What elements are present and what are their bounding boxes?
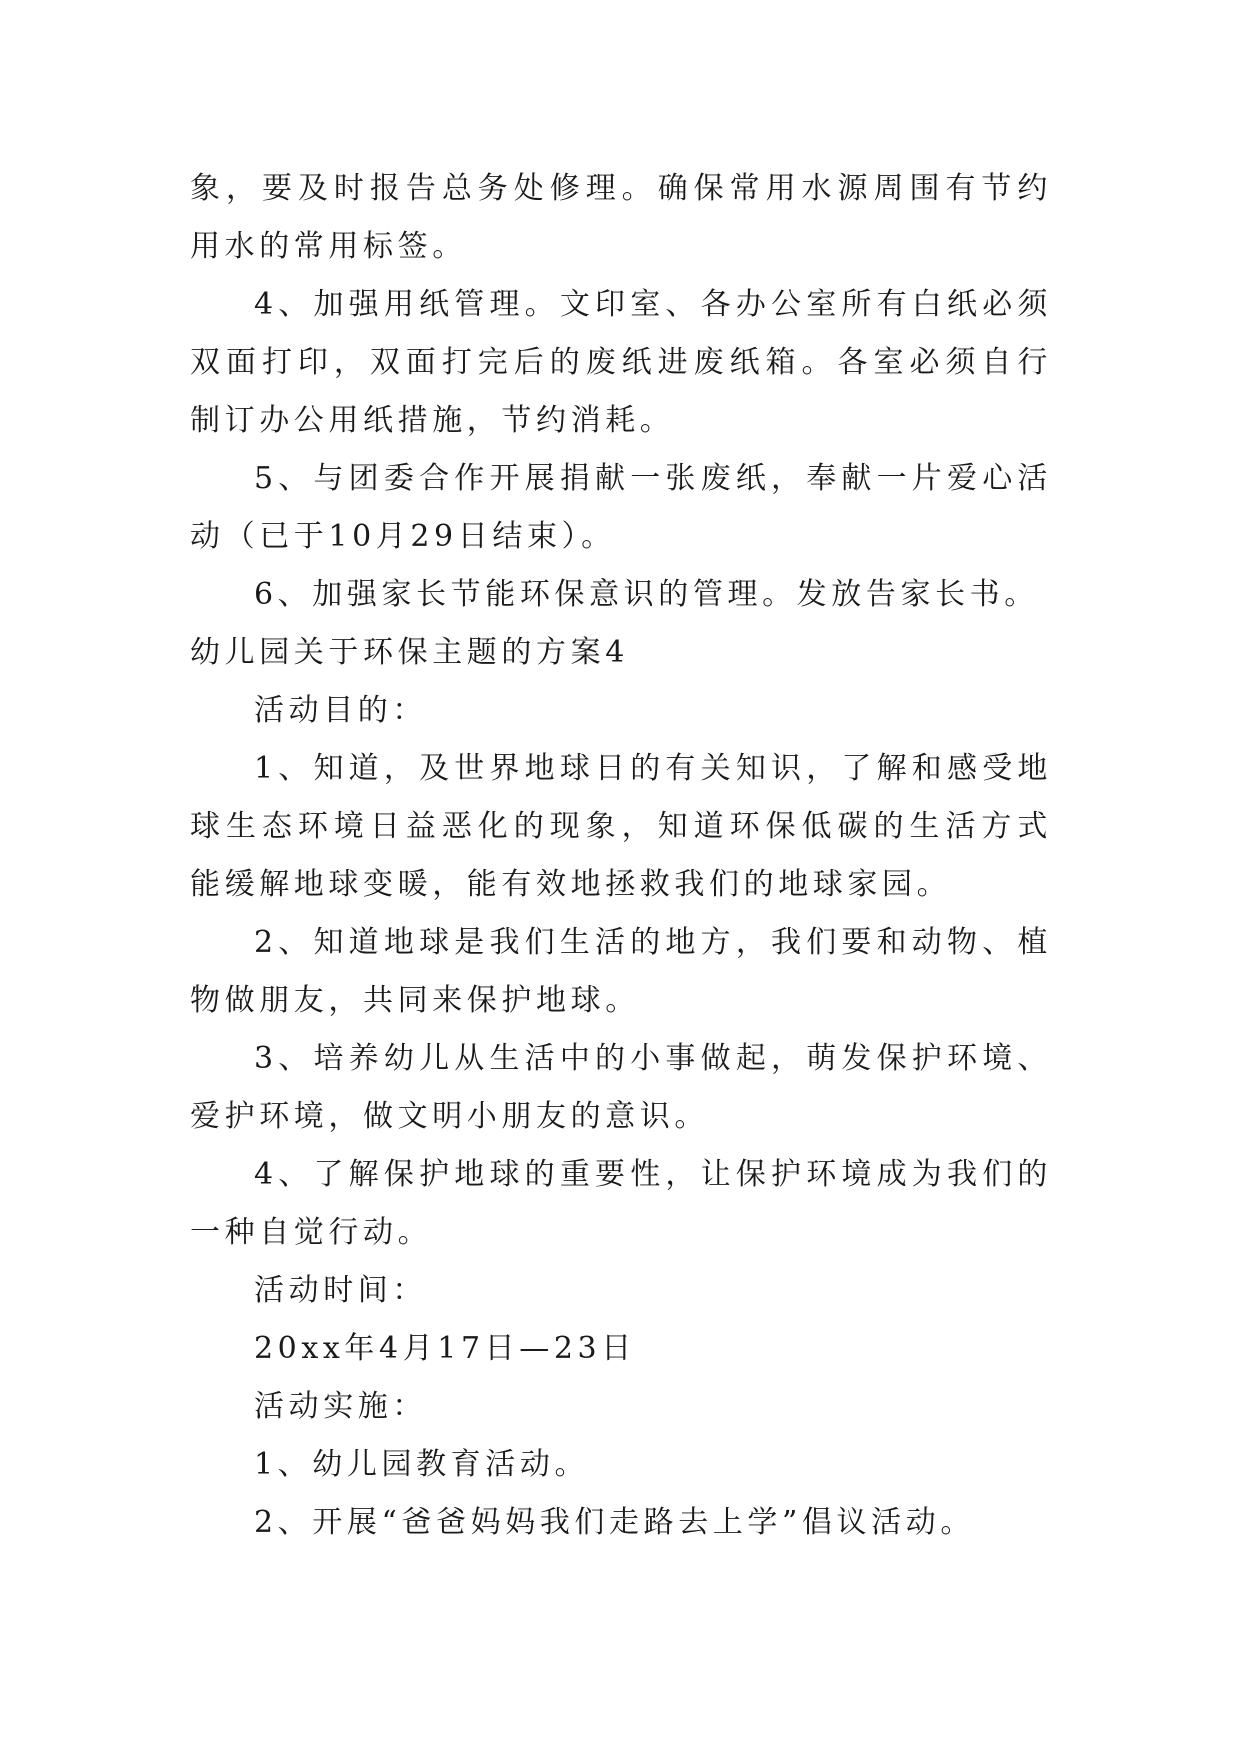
activity-time-heading: 活动时间： (254, 1273, 427, 1308)
activity-goals-heading: 活动目的： (254, 693, 427, 728)
activity-time-value: 20xx年4月17日—23日 (254, 1331, 636, 1366)
paragraph-parent-awareness: 6、加强家长节能环保意识的管理。发放告家长书。 (254, 577, 1039, 612)
goal-item-3: 3、培养幼儿从生活中的小事做起，萌发保护环境、爱护环境，做文明小朋友的意识。 (190, 1041, 1052, 1134)
activity-implementation-heading: 活动实施： (254, 1389, 427, 1424)
paragraph-water-labels: 象，要及时报告总务处修理。确保常用水源周围有节约用水的常用标签。 (190, 171, 1052, 264)
goal-item-2: 2、知道地球是我们生活的地方，我们要和动物、植物做朋友，共同来保护地球。 (190, 925, 1052, 1018)
paragraph-paper-donation: 5、与团委合作开展捐献一张废纸，奉献一片爱心活动（已于10月29日结束）。 (190, 461, 1052, 554)
paragraph-paper-management: 4、加强用纸管理。文印室、各办公室所有白纸必须双面打印，双面打完后的废纸进废纸箱。各室必须自行制订办公用纸措施，节约消耗。 (190, 287, 1052, 438)
section-heading: 幼儿园关于环保主题的方案4 (190, 635, 629, 670)
implementation-item-2: 2、开展“爸爸妈妈我们走路去上学”倡议活动。 (254, 1505, 975, 1540)
document-page (190, 160, 1052, 1552)
goal-item-4: 4、了解保护地球的重要性，让保护环境成为我们的一种自觉行动。 (190, 1157, 1052, 1250)
implementation-item-1: 1、幼儿园教育活动。 (254, 1447, 590, 1482)
goal-item-1: 1、知道，及世界地球日的有关知识，了解和感受地球生态环境日益恶化的现象，知道环保低碳的生活方式能缓解地球变暖，能有效地拯救我们的地球家园。 (190, 751, 1052, 902)
